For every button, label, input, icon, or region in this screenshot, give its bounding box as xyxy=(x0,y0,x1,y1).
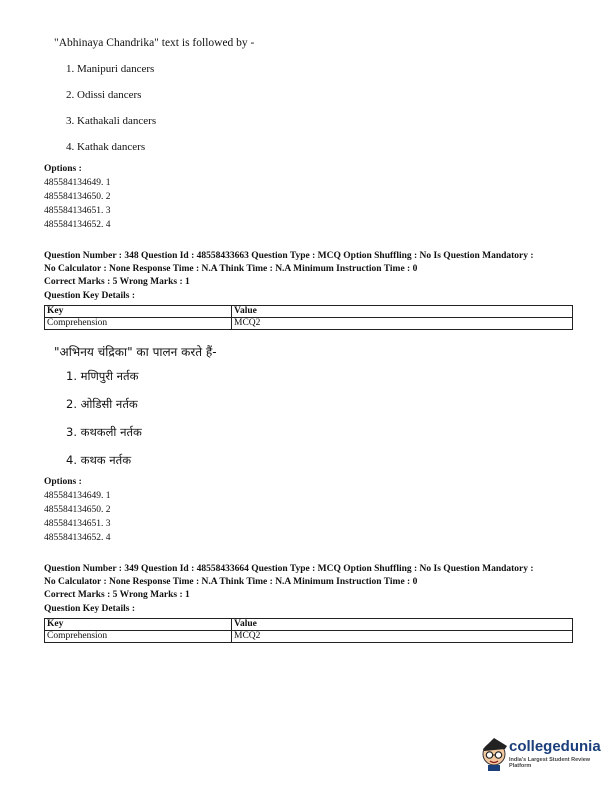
option-id-1: 485584134649. 1 xyxy=(44,491,111,501)
meta-line-2: No Calculator : None Response Time : N.A Think Time : N.A Minimum Instruction Time : 0 xyxy=(44,263,418,274)
key-table-348 xyxy=(44,305,573,330)
meta-line-2: No Calculator : None Response Time : N.A Think Time : N.A Minimum Instruction Time : 0 xyxy=(44,576,418,587)
question-stem-hindi: "अभिनय चंद्रिका" का पालन करते हैं- xyxy=(54,345,217,359)
options-label: Options : xyxy=(44,164,82,174)
key-table-349 xyxy=(44,618,573,643)
meta-line-1: Question Number : 348 Question Id : 48558433663 Question Type : MCQ Option Shuffling : No Is Question Mandatory : xyxy=(44,251,534,261)
logo-wordmark: collegedunia xyxy=(509,738,601,755)
key-header: Key xyxy=(45,619,232,631)
table-row xyxy=(45,631,573,643)
value-header: Value xyxy=(232,619,573,631)
question-349-meta xyxy=(44,563,574,588)
option-2-hindi: 2. ओडिसी नर्तक xyxy=(66,397,138,411)
table-header-row xyxy=(45,306,573,318)
meta-line-1: Question Number : 349 Question Id : 48558433664 Question Type : MCQ Option Shuffling : No Is Question Mandatory : xyxy=(44,564,534,574)
value-header: Value xyxy=(232,306,573,318)
option-id-2: 485584134650. 2 xyxy=(44,505,111,515)
options-label: Options : xyxy=(44,477,82,487)
option-4-hindi: 4. कथक नर्तक xyxy=(66,453,132,467)
key-header: Key xyxy=(45,306,232,318)
table-header-row xyxy=(45,619,573,631)
value-cell: MCQ2 xyxy=(232,318,573,330)
option-1-hindi: 1. मणिपुरी नर्तक xyxy=(66,369,139,383)
marks-349: Correct Marks : 5 Wrong Marks : 1 xyxy=(44,590,190,600)
option-id-3: 485584134651. 3 xyxy=(44,206,111,216)
question-348-meta xyxy=(44,250,574,275)
key-details-label-349: Question Key Details : xyxy=(44,604,136,614)
option-id-2: 485584134650. 2 xyxy=(44,192,111,202)
value-cell: MCQ2 xyxy=(232,631,573,643)
question-stem-english: "Abhinaya Chandrika" text is followed by - xyxy=(54,37,255,49)
option-4-english: 4. Kathak dancers xyxy=(66,141,146,153)
logo-tagline: India's Largest Student Review Platform xyxy=(509,757,591,769)
option-1-english: 1. Manipuri dancers xyxy=(66,63,155,75)
marks-348: Correct Marks : 5 Wrong Marks : 1 xyxy=(44,277,190,287)
option-id-4: 485584134652. 4 xyxy=(44,220,111,230)
option-3-english: 3. Kathakali dancers xyxy=(66,115,157,127)
key-details-label-348: Question Key Details : xyxy=(44,291,136,301)
option-2-english: 2. Odissi dancers xyxy=(66,89,142,101)
key-cell: Comprehension xyxy=(45,318,232,330)
option-id-1: 485584134649. 1 xyxy=(44,178,111,188)
option-id-3: 485584134651. 3 xyxy=(44,519,111,529)
key-cell: Comprehension xyxy=(45,631,232,643)
option-id-4: 485584134652. 4 xyxy=(44,533,111,543)
option-3-hindi: 3. कथकली नर्तक xyxy=(66,425,142,439)
table-row xyxy=(45,318,573,330)
